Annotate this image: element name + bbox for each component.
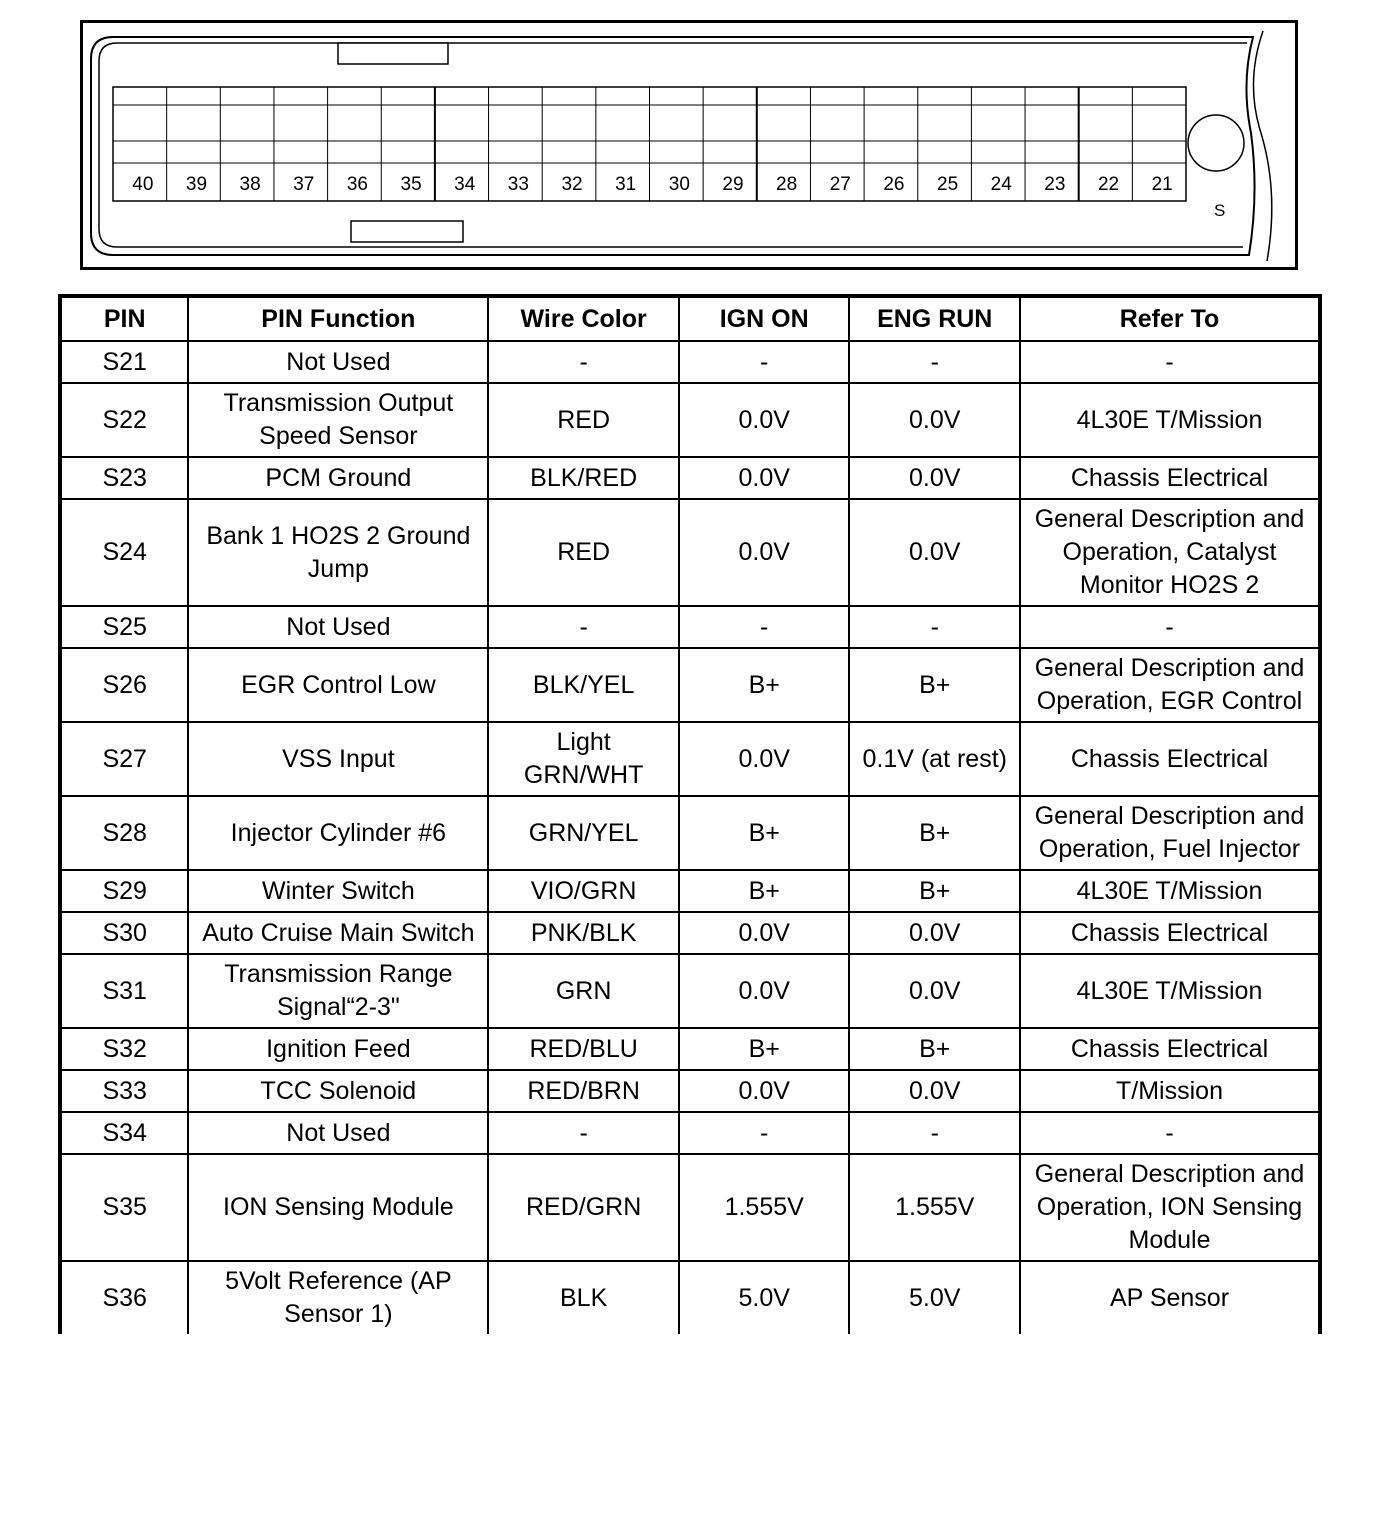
cell-wire-color: BLK/RED	[488, 457, 679, 499]
cell-pin-function: EGR Control Low	[188, 648, 488, 722]
cell-pin: S29	[60, 870, 188, 912]
housing-inner-edge	[99, 43, 1247, 247]
connector-pin-number: 25	[937, 174, 959, 195]
cell-eng-run: -	[849, 1112, 1020, 1154]
cell-pin: S35	[60, 1154, 188, 1261]
connector-pin-number: 24	[990, 174, 1012, 195]
cell-wire-color: VIO/GRN	[488, 870, 679, 912]
cell-ign-on: B+	[679, 870, 850, 912]
cell-wire-color: -	[488, 1112, 679, 1154]
housing-outer-edge	[91, 37, 1255, 255]
cell-wire-color: -	[488, 341, 679, 383]
cell-ign-on: 0.0V	[679, 954, 850, 1028]
table-header-row	[60, 296, 1320, 341]
cell-pin-function: Winter Switch	[188, 870, 488, 912]
cell-wire-color: RED/BRN	[488, 1070, 679, 1112]
cell-ign-on: B+	[679, 796, 850, 870]
cell-pin: S22	[60, 383, 188, 457]
cell-pin: S21	[60, 341, 188, 383]
cell-pin: S25	[60, 606, 188, 648]
cell-pin-function: Not Used	[188, 341, 488, 383]
cell-pin-function: 5Volt Reference (AP Sensor 1)	[188, 1261, 488, 1334]
cell-refer-to: General Description and Operation, Catalyst Monitor HO2S 2	[1020, 499, 1320, 606]
table-row	[60, 1112, 1320, 1154]
connector-pin-number: 21	[1151, 174, 1173, 195]
cell-pin-function: ION Sensing Module	[188, 1154, 488, 1261]
cell-pin-function: Transmission Output Speed Sensor	[188, 383, 488, 457]
connector-pin-number: 36	[346, 174, 368, 195]
cell-eng-run: B+	[849, 796, 1020, 870]
cell-ign-on: 0.0V	[679, 1070, 850, 1112]
cell-pin: S27	[60, 722, 188, 796]
table-row	[60, 870, 1320, 912]
cell-refer-to: Chassis Electrical	[1020, 457, 1320, 499]
connector-pin-number: 33	[507, 174, 529, 195]
cell-ign-on: B+	[679, 1028, 850, 1070]
connector-pin-number: 40	[132, 174, 154, 195]
cell-ign-on: B+	[679, 648, 850, 722]
connector-key-circle	[1188, 115, 1244, 171]
cell-ign-on: -	[679, 1112, 850, 1154]
cell-pin: S31	[60, 954, 188, 1028]
connector-pin-number: 34	[454, 174, 476, 195]
connector-pin-number: 38	[239, 174, 261, 195]
cell-eng-run: B+	[849, 870, 1020, 912]
cell-eng-run: 0.0V	[849, 499, 1020, 606]
cell-pin-function: Transmission Range Signal“2-3"	[188, 954, 488, 1028]
cell-wire-color: RED	[488, 499, 679, 606]
table-row	[60, 606, 1320, 648]
cell-pin-function: TCC Solenoid	[188, 1070, 488, 1112]
cell-pin: S24	[60, 499, 188, 606]
cell-refer-to: -	[1020, 1112, 1320, 1154]
cell-eng-run: 0.0V	[849, 383, 1020, 457]
table-row	[60, 499, 1320, 606]
cell-wire-color: GRN	[488, 954, 679, 1028]
cell-refer-to: 4L30E T/Mission	[1020, 870, 1320, 912]
cell-ign-on: 0.0V	[679, 457, 850, 499]
cell-pin-function: VSS Input	[188, 722, 488, 796]
table-row	[60, 912, 1320, 954]
connector-pin-number: 35	[400, 174, 422, 195]
table-row	[60, 457, 1320, 499]
cell-pin-function: PCM Ground	[188, 457, 488, 499]
cell-eng-run: -	[849, 341, 1020, 383]
cell-wire-color: RED	[488, 383, 679, 457]
cell-refer-to: General Description and Operation, EGR Control	[1020, 648, 1320, 722]
connector-pin-number: 27	[829, 174, 851, 195]
cell-ign-on: 1.555V	[679, 1154, 850, 1261]
header-refer-to: Refer To	[1020, 296, 1320, 341]
latch-tab-bottom	[351, 221, 463, 242]
header-ign-on: IGN ON	[679, 296, 850, 341]
table-row	[60, 796, 1320, 870]
header-wire-color: Wire Color	[488, 296, 679, 341]
table-row	[60, 1154, 1320, 1261]
cell-eng-run: 0.0V	[849, 954, 1020, 1028]
table-row	[60, 954, 1320, 1028]
cell-pin: S32	[60, 1028, 188, 1070]
cell-eng-run: 0.1V (at rest)	[849, 722, 1020, 796]
cell-ign-on: -	[679, 341, 850, 383]
cell-wire-color: RED/GRN	[488, 1154, 679, 1261]
cell-wire-color: PNK/BLK	[488, 912, 679, 954]
cell-refer-to: 4L30E T/Mission	[1020, 954, 1320, 1028]
cell-pin-function: Bank 1 HO2S 2 Ground Jump	[188, 499, 488, 606]
cell-ign-on: 0.0V	[679, 383, 850, 457]
table-row	[60, 648, 1320, 722]
pinout-table	[58, 294, 1322, 1334]
cell-pin: S23	[60, 457, 188, 499]
cell-eng-run: 0.0V	[849, 912, 1020, 954]
connector-pin-number: 26	[883, 174, 905, 195]
connector-pin-number: 31	[615, 174, 637, 195]
table-row	[60, 341, 1320, 383]
cell-pin: S30	[60, 912, 188, 954]
cell-eng-run: 0.0V	[849, 1070, 1020, 1112]
cell-ign-on: 0.0V	[679, 722, 850, 796]
cell-eng-run: -	[849, 606, 1020, 648]
cell-pin: S34	[60, 1112, 188, 1154]
cell-ign-on: 0.0V	[679, 499, 850, 606]
cell-refer-to: 4L30E T/Mission	[1020, 383, 1320, 457]
cell-wire-color: BLK	[488, 1261, 679, 1334]
cell-eng-run: B+	[849, 648, 1020, 722]
cell-pin-function: Auto Cruise Main Switch	[188, 912, 488, 954]
connector-diagram	[80, 20, 1298, 270]
connector-pin-number: 28	[776, 174, 798, 195]
header-pin: PIN	[60, 296, 188, 341]
connector-pin-number: 37	[293, 174, 315, 195]
cell-pin: S36	[60, 1261, 188, 1334]
cell-pin: S28	[60, 796, 188, 870]
cell-refer-to: -	[1020, 341, 1320, 383]
cell-wire-color: RED/BLU	[488, 1028, 679, 1070]
connector-pin-number: 30	[668, 174, 690, 195]
cell-wire-color: GRN/YEL	[488, 796, 679, 870]
connector-pin-number: 39	[185, 174, 208, 195]
table-row	[60, 722, 1320, 796]
cell-ign-on: 0.0V	[679, 912, 850, 954]
connector-pin-number: 29	[722, 174, 744, 195]
cell-pin-function: Not Used	[188, 1112, 488, 1154]
table-row	[60, 1261, 1320, 1334]
cell-pin-function: Ignition Feed	[188, 1028, 488, 1070]
cell-eng-run: B+	[849, 1028, 1020, 1070]
cell-wire-color: -	[488, 606, 679, 648]
cell-refer-to: General Description and Operation, ION Sensing Module	[1020, 1154, 1320, 1261]
cell-refer-to: Chassis Electrical	[1020, 722, 1320, 796]
cell-ign-on: 5.0V	[679, 1261, 850, 1334]
connector-pin-number: 23	[1044, 174, 1066, 195]
cell-refer-to: -	[1020, 606, 1320, 648]
cell-refer-to: Chassis Electrical	[1020, 1028, 1320, 1070]
cell-pin: S33	[60, 1070, 188, 1112]
cell-eng-run: 1.555V	[849, 1154, 1020, 1261]
cell-pin-function: Not Used	[188, 606, 488, 648]
cell-pin-function: Injector Cylinder #6	[188, 796, 488, 870]
table-row	[60, 1028, 1320, 1070]
cell-ign-on: -	[679, 606, 850, 648]
cell-refer-to: Chassis Electrical	[1020, 912, 1320, 954]
cell-refer-to: AP Sensor	[1020, 1261, 1320, 1334]
header-eng-run: ENG RUN	[849, 296, 1020, 341]
connector-pin-number: 32	[561, 174, 583, 195]
table-row	[60, 383, 1320, 457]
cell-pin: S26	[60, 648, 188, 722]
cell-wire-color: BLK/YEL	[488, 648, 679, 722]
connector-pin-number: 22	[1097, 174, 1120, 195]
cell-refer-to: T/Mission	[1020, 1070, 1320, 1112]
latch-tab-top	[338, 43, 448, 64]
cell-eng-run: 0.0V	[849, 457, 1020, 499]
table-row	[60, 1070, 1320, 1112]
cell-wire-color: Light GRN/WHT	[488, 722, 679, 796]
header-pin-function: PIN Function	[188, 296, 488, 341]
connector-outline	[83, 23, 1295, 267]
cell-refer-to: General Description and Operation, Fuel Injector	[1020, 796, 1320, 870]
cell-eng-run: 5.0V	[849, 1261, 1020, 1334]
connector-side-label: S	[1214, 201, 1226, 220]
